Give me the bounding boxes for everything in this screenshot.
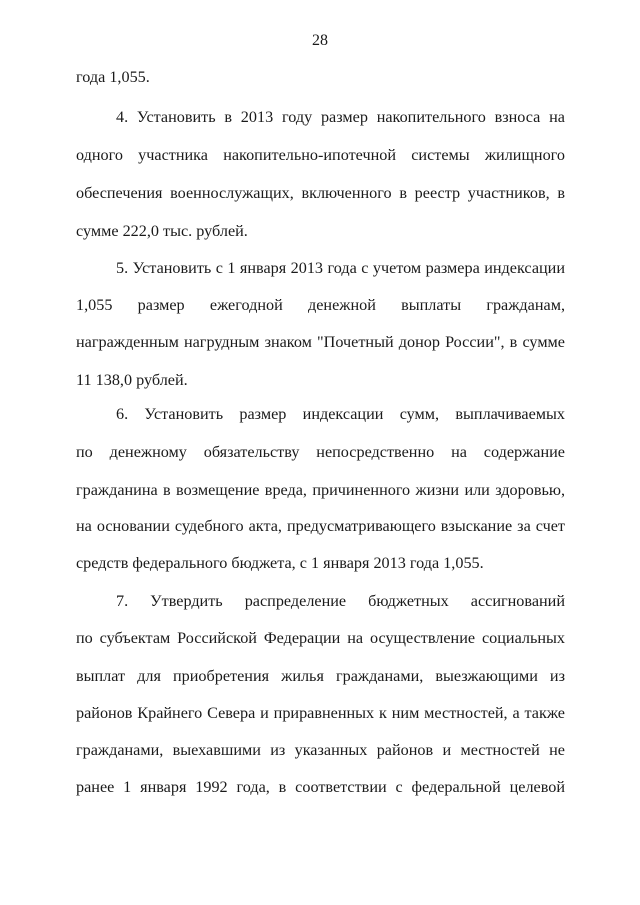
text-line: года 1,055. [76, 68, 150, 86]
text-line: районов Крайнего Севера и приравненных к ним местностей, а также [76, 704, 565, 722]
text-line: обеспечения военнослужащих, включенного в реестр участников, в [76, 184, 565, 202]
text-line: 6. Установить размер индексации сумм, выплачиваемых [116, 405, 565, 423]
text-line: гражданами, выехавшими из указанных районов и местностей не [76, 741, 565, 759]
text-line: сумме 222,0 тыс. рублей. [76, 222, 248, 240]
text-line: на основании судебного акта, предусматривающего взыскание за счет [76, 517, 565, 535]
text-line: 1,055 размер ежегодной денежной выплаты гражданам, [76, 296, 565, 314]
text-line: одного участника накопительно-ипотечной системы жилищного [76, 146, 565, 164]
text-line: 5. Установить с 1 января 2013 года с учетом размера индексации [116, 259, 565, 277]
text-line: по субъектам Российской Федерации на осуществление социальных [76, 629, 565, 647]
text-line: выплат для приобретения жилья гражданами, выезжающими из [76, 667, 565, 685]
text-line: 7. Утвердить распределение бюджетных ассигнований [116, 592, 565, 610]
text-line: ранее 1 января 1992 года, в соответствии с федеральной целевой [76, 778, 565, 796]
text-line: гражданина в возмещение вреда, причиненного жизни или здоровью, [76, 481, 565, 499]
text-line: по денежному обязательству непосредственно на содержание [76, 443, 565, 461]
text-line: средств федерального бюджета, с 1 января 2013 года 1,055. [76, 554, 484, 572]
page-number: 28 [312, 32, 328, 49]
text-line: 4. Установить в 2013 году размер накопительного взноса на [116, 108, 565, 126]
text-line: награжденным нагрудным знаком "Почетный донор России", в сумме [76, 333, 565, 351]
text-line: 11 138,0 рублей. [76, 371, 188, 389]
